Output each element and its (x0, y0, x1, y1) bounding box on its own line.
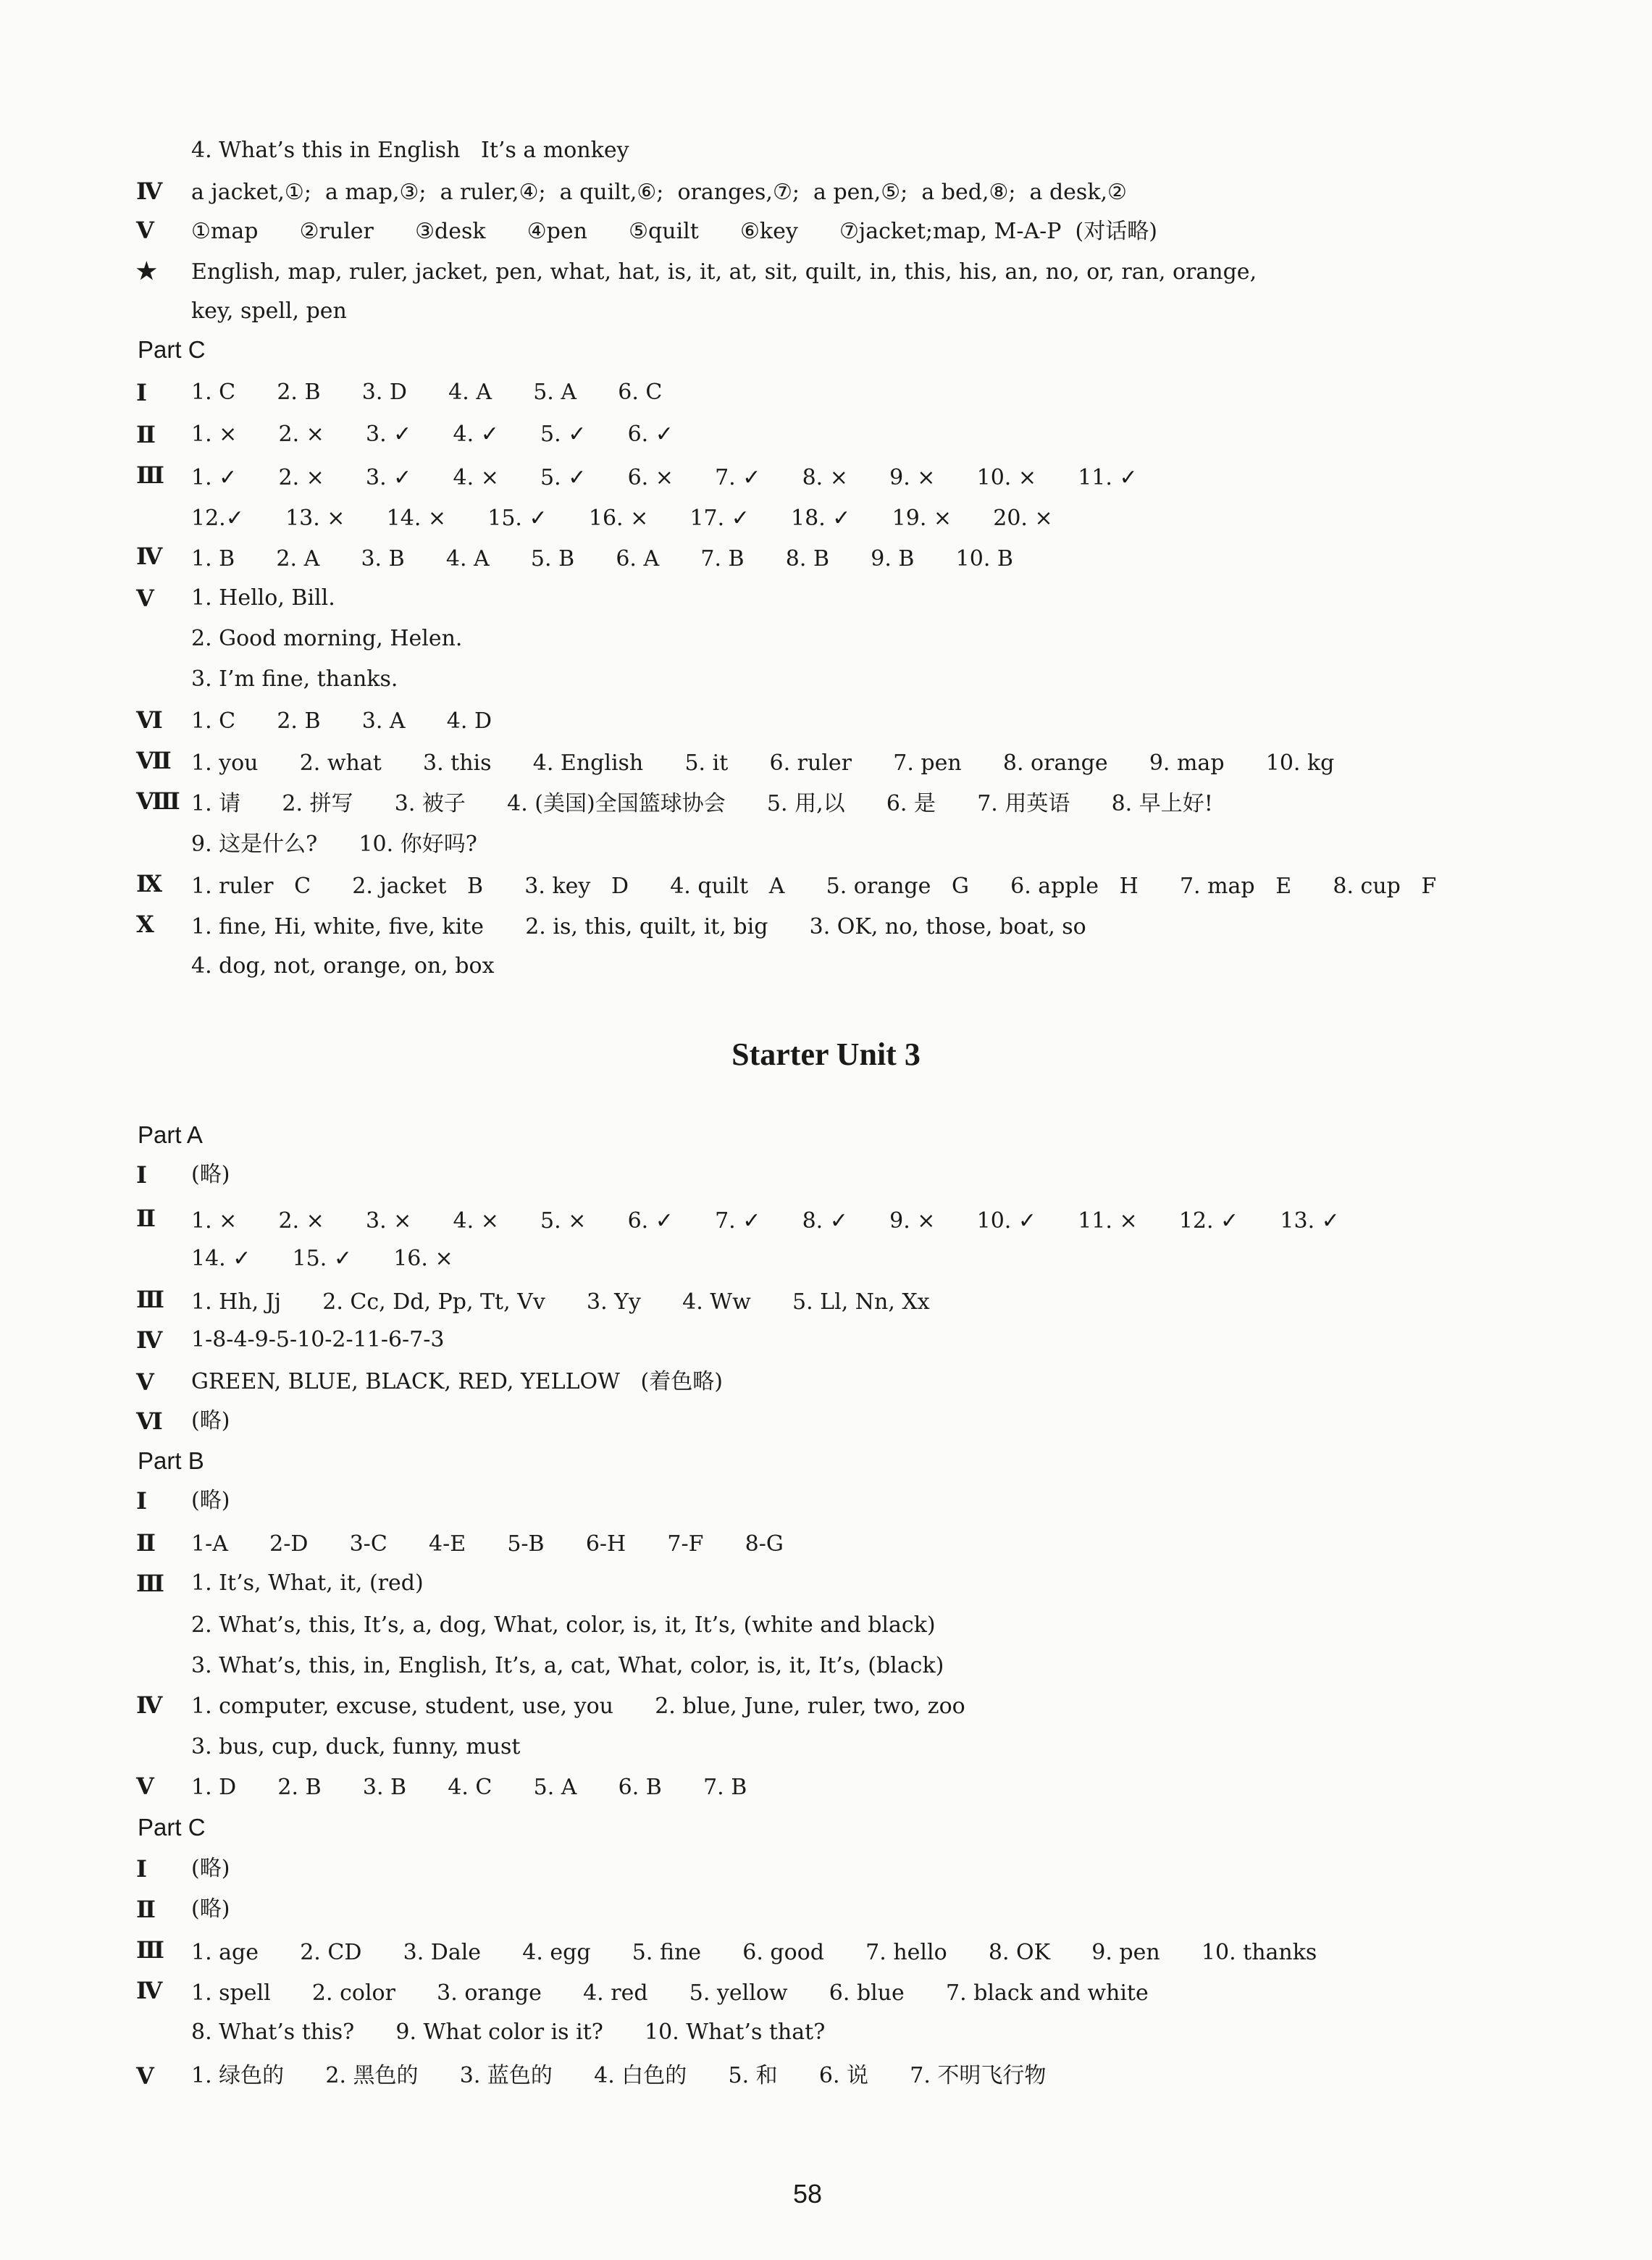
part-heading: Part B (138, 1447, 204, 1474)
section-numeral: Ⅴ (136, 585, 154, 612)
text-line: (略) (191, 1408, 230, 1434)
section-numeral: Ⅶ (136, 747, 172, 774)
section-numeral: Ⅲ (136, 461, 164, 489)
text-line: (略) (191, 1162, 230, 1187)
text-line: 1. 绿色的 2. 黑色的 3. 蓝色的 4. 白色的 5. 和 6. 说 7. 不明飞行物 (191, 2063, 1047, 2088)
section-numeral: Ⅸ (136, 870, 163, 897)
text-line: 3. bus, cup, duck, funny, must (191, 1734, 521, 1759)
text-line: 2. What’s, this, It’s, a, dog, What, color, is, it, It’s, (white and black) (191, 1612, 936, 1638)
text-line: (略) (191, 1856, 230, 1881)
section-numeral: Ⅳ (136, 177, 163, 205)
section-numeral: Ⅴ (136, 1368, 154, 1396)
unit-title: Starter Unit 3 (731, 1037, 921, 1072)
text-line: 1-8-4-9-5-10-2-11-6-7-3 (191, 1327, 445, 1352)
text-line: 4. dog, not, orange, on, box (191, 953, 495, 979)
section-numeral: Ⅴ (136, 1773, 154, 1800)
section-numeral: Ⅴ (136, 217, 154, 244)
text-line: key, spell, pen (191, 298, 347, 324)
text-line: 1. C 2. B 3. A 4. D (191, 708, 492, 734)
text-line: 12.✓ 13. × 14. × 15. ✓ 16. × 17. ✓ 18. ✓ 19. × 20. × (191, 506, 1053, 531)
text-line: 1. age 2. CD 3. Dale 4. egg 5. fine 6. good 7. hello 8. OK 9. pen 10. thanks (191, 1940, 1317, 1965)
text-line: 1. ruler C 2. jacket B 3. key D 4. quilt A 5. orange G 6. apple H 7. map E 8. cup F (191, 874, 1437, 899)
text-line: a jacket,①; a map,③; a ruler,④; a quilt,⑥; oranges,⑦; a pen,⑤; a bed,⑧; a desk,② (191, 180, 1127, 205)
text-line: 1-A 2-D 3-C 4-E 5-B 6-H 7-F 8-G (191, 1531, 784, 1557)
section-numeral: Ⅱ (136, 421, 156, 448)
text-line: 1. Hh, Jj 2. Cc, Dd, Pp, Tt, Vv 3. Yy 4. Ww 5. Ll, Nn, Xx (191, 1289, 930, 1315)
text-line: 8. What’s this? 9. What color is it? 10. What’s that? (191, 2020, 826, 2045)
text-line: 1. D 2. B 3. B 4. C 5. A 6. B 7. B (191, 1775, 747, 1800)
text-line: 1. 请 2. 拼写 3. 被子 4. (美国)全国篮球协会 5. 用,以 6. 是 7. 用英语 8. 早上好! (191, 791, 1213, 816)
section-numeral: Ⅰ (136, 1487, 147, 1515)
section-numeral: Ⅴ (136, 2062, 154, 2090)
section-numeral: Ⅱ (136, 1205, 156, 1232)
part-heading: Part C (138, 336, 206, 363)
section-numeral: Ⅳ (136, 543, 163, 570)
text-line: ①map ②ruler ③desk ④pen ⑤quilt ⑥key ⑦jacket;map, M-A-P (对话略) (191, 219, 1157, 244)
text-line: (略) (191, 1896, 230, 1922)
star-marker: ★ (136, 257, 157, 285)
section-numeral: Ⅲ (136, 1936, 164, 1964)
text-line: 1. C 2. B 3. D 4. A 5. A 6. C (191, 380, 663, 405)
text-line: 1. ✓ 2. × 3. ✓ 4. × 5. ✓ 6. × 7. ✓ 8. × 9. × 10. × 11. ✓ (191, 465, 1138, 490)
section-numeral: Ⅳ (136, 1691, 163, 1719)
section-numeral: Ⅳ (136, 1977, 163, 2004)
section-numeral: Ⅲ (136, 1286, 164, 1313)
section-numeral: Ⅹ (136, 911, 154, 938)
text-line: 1. × 2. × 3. × 4. × 5. × 6. ✓ 7. ✓ 8. ✓ 9. × 10. ✓ 11. × 12. ✓ 13. ✓ (191, 1208, 1340, 1234)
section-numeral: Ⅰ (136, 379, 147, 406)
text-line: 1. you 2. what 3. this 4. English 5. it 6. ruler 7. pen 8. orange 9. map 10. kg (191, 750, 1335, 776)
page-number: 58 (792, 2179, 823, 2209)
text-line: 1. fine, Hi, white, five, kite 2. is, this, quilt, it, big 3. OK, no, those, boat, so (191, 914, 1086, 939)
text-line: 2. Good morning, Helen. (191, 626, 463, 651)
part-heading: Part C (138, 1814, 206, 1841)
section-numeral: Ⅱ (136, 1529, 156, 1557)
section-numeral: Ⅰ (136, 1855, 147, 1883)
section-numeral: Ⅵ (136, 706, 163, 734)
text-line: 9. 这是什么? 10. 你好吗? (191, 832, 477, 857)
text-line: English, map, ruler, jacket, pen, what, hat, is, it, at, sit, quilt, in, this, his, an, no, or, ran, orange, (191, 259, 1257, 285)
section-numeral: Ⅲ (136, 1570, 164, 1597)
text-line: (略) (191, 1488, 230, 1513)
text-line: 1. It’s, What, it, (red) (191, 1570, 424, 1596)
section-numeral: Ⅰ (136, 1161, 147, 1189)
section-numeral: Ⅳ (136, 1326, 163, 1354)
text-line: 1. computer, excuse, student, use, you 2. blue, June, ruler, two, zoo (191, 1694, 965, 1719)
section-numeral: Ⅵ (136, 1407, 163, 1435)
section-numeral: Ⅱ (136, 1896, 156, 1923)
text-line: 3. I’m fine, thanks. (191, 666, 398, 692)
text-line: 1. B 2. A 3. B 4. A 5. B 6. A 7. B 8. B 9. B 10. B (191, 546, 1013, 572)
text-line: 4. What’s this in English It’s a monkey (191, 138, 629, 163)
section-numeral: Ⅷ (136, 787, 180, 815)
text-line: 1. Hello, Bill. (191, 585, 335, 611)
text-line: 3. What’s, this, in, English, It’s, a, cat, What, color, is, it, It’s, (black) (191, 1653, 944, 1678)
text-line: 1. spell 2. color 3. orange 4. red 5. yellow 6. blue 7. black and white (191, 1980, 1149, 2006)
text-line: 1. × 2. × 3. ✓ 4. ✓ 5. ✓ 6. ✓ (191, 422, 674, 447)
text-line: 14. ✓ 15. ✓ 16. × (191, 1246, 453, 1271)
part-heading: Part A (138, 1121, 203, 1148)
text-line: GREEN, BLUE, BLACK, RED, YELLOW (着色略) (191, 1369, 723, 1394)
